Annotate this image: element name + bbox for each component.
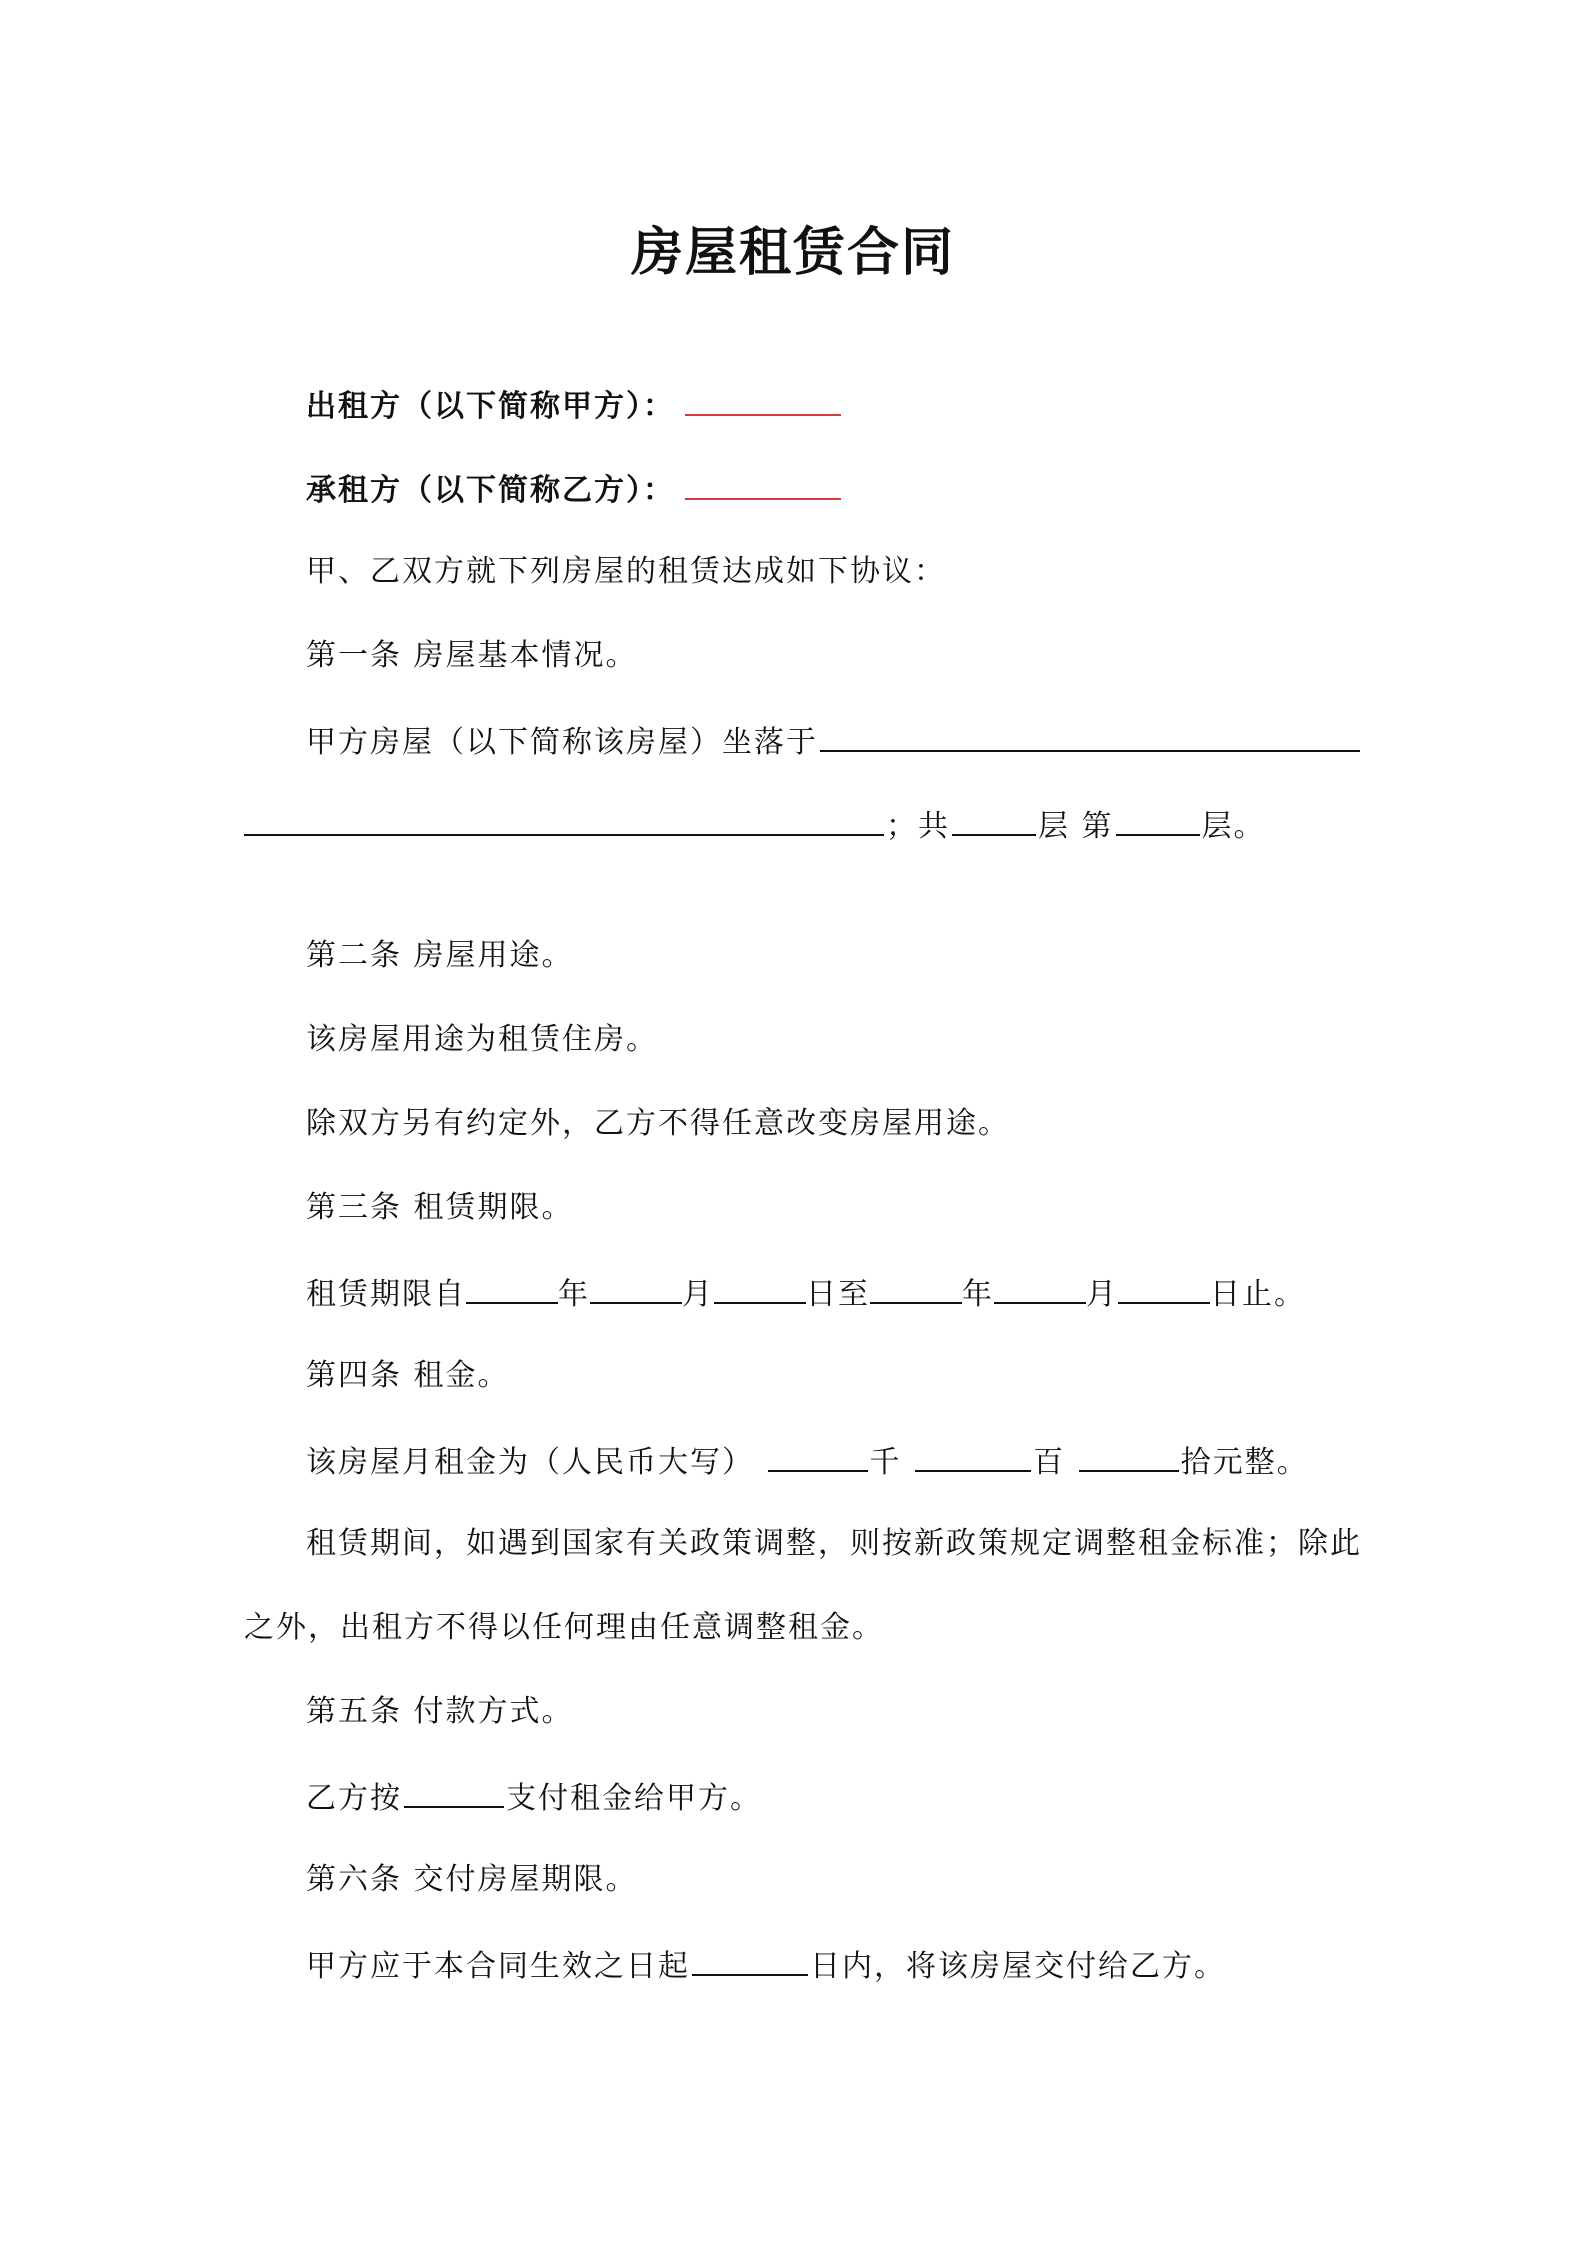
article-4-rent-line — [306, 1440, 1309, 1483]
term-end: 日止。 — [1210, 1277, 1306, 1312]
lessee-line — [306, 468, 841, 511]
location-blank-2[interactable] — [244, 804, 884, 836]
intro-text: 甲、乙双方就下列房屋的租赁达成如下协议： — [306, 554, 946, 589]
article-1-heading: 第一条 房屋基本情况。 — [306, 638, 638, 673]
location-blank-1[interactable] — [820, 720, 1360, 752]
location-prefix: 甲方房屋（以下简称该房屋）坐落于 — [306, 725, 818, 760]
payment-prefix: 乙方按 — [306, 1781, 402, 1816]
payment-suffix: 支付租金给甲方。 — [506, 1781, 762, 1816]
article-4-policy-line-1: 租赁期间，如遇到国家有关政策调整，则按新政策规定调整租金标准；除此 — [306, 1526, 1362, 1561]
document-title: 房屋租赁合同 — [630, 223, 955, 283]
article-5-payment-line — [306, 1776, 762, 1819]
rent-qian-blank[interactable] — [768, 1440, 868, 1472]
floors-sep: ；共 — [886, 809, 950, 844]
article-3-heading: 第三条 租赁期限。 — [306, 1190, 574, 1225]
lessee-blank[interactable] — [685, 468, 841, 500]
end-month-blank[interactable] — [994, 1272, 1086, 1304]
rent-bai: 百 — [1033, 1445, 1066, 1480]
rent-prefix: 该房屋月租金为（人民币大写） — [306, 1445, 754, 1480]
term-from: 租赁期限自 — [306, 1277, 466, 1312]
article-2-restriction: 除双方另有约定外，乙方不得任意改变房屋用途。 — [306, 1106, 1010, 1141]
lessor-line — [306, 384, 841, 427]
lessor-blank[interactable] — [685, 384, 841, 416]
article-1-floors-line — [244, 804, 1266, 847]
floor-number-blank[interactable] — [1116, 804, 1200, 836]
floor-end: 层。 — [1201, 809, 1266, 844]
start-day-blank[interactable] — [714, 1272, 806, 1304]
delivery-prefix: 甲方应于本合同生效之日起 — [306, 1949, 690, 1984]
rent-shi-blank[interactable] — [1079, 1440, 1179, 1472]
start-month-blank[interactable] — [590, 1272, 682, 1304]
article-2-use: 该房屋用途为租赁住房。 — [306, 1022, 658, 1057]
end-year-blank[interactable] — [870, 1272, 962, 1304]
term-month-1: 月 — [682, 1277, 714, 1312]
rent-shi: 拾元整。 — [1180, 1445, 1309, 1480]
article-3-term-line — [306, 1272, 1306, 1315]
delivery-suffix: 日内，将该房屋交付给乙方。 — [810, 1949, 1226, 1984]
lessee-label: 承租方（以下简称乙方）： — [306, 473, 675, 508]
payment-method-blank[interactable] — [404, 1776, 504, 1808]
article-6-heading: 第六条 交付房屋期限。 — [306, 1862, 638, 1897]
floor-di: 第 — [1081, 809, 1114, 844]
total-floors-blank[interactable] — [952, 804, 1036, 836]
start-year-blank[interactable] — [466, 1272, 558, 1304]
article-4-heading: 第四条 租金。 — [306, 1358, 510, 1393]
article-5-heading: 第五条 付款方式。 — [306, 1694, 574, 1729]
rent-qian: 千 — [869, 1445, 902, 1480]
article-4-policy-line-2: 之外，出租方不得以任何理由任意调整租金。 — [244, 1610, 884, 1645]
rent-bai-blank[interactable] — [915, 1440, 1031, 1472]
term-year-1: 年 — [558, 1277, 590, 1312]
term-day-to: 日至 — [806, 1277, 870, 1312]
article-6-delivery-line — [306, 1944, 1226, 1987]
article-1-location-line — [306, 720, 1362, 763]
end-day-blank[interactable] — [1118, 1272, 1210, 1304]
term-month-2: 月 — [1086, 1277, 1118, 1312]
delivery-days-blank[interactable] — [692, 1944, 808, 1976]
term-year-2: 年 — [962, 1277, 994, 1312]
article-2-heading: 第二条 房屋用途。 — [306, 938, 574, 973]
floor-word: 层 — [1038, 809, 1070, 844]
lessor-label: 出租方（以下简称甲方）： — [306, 389, 675, 424]
